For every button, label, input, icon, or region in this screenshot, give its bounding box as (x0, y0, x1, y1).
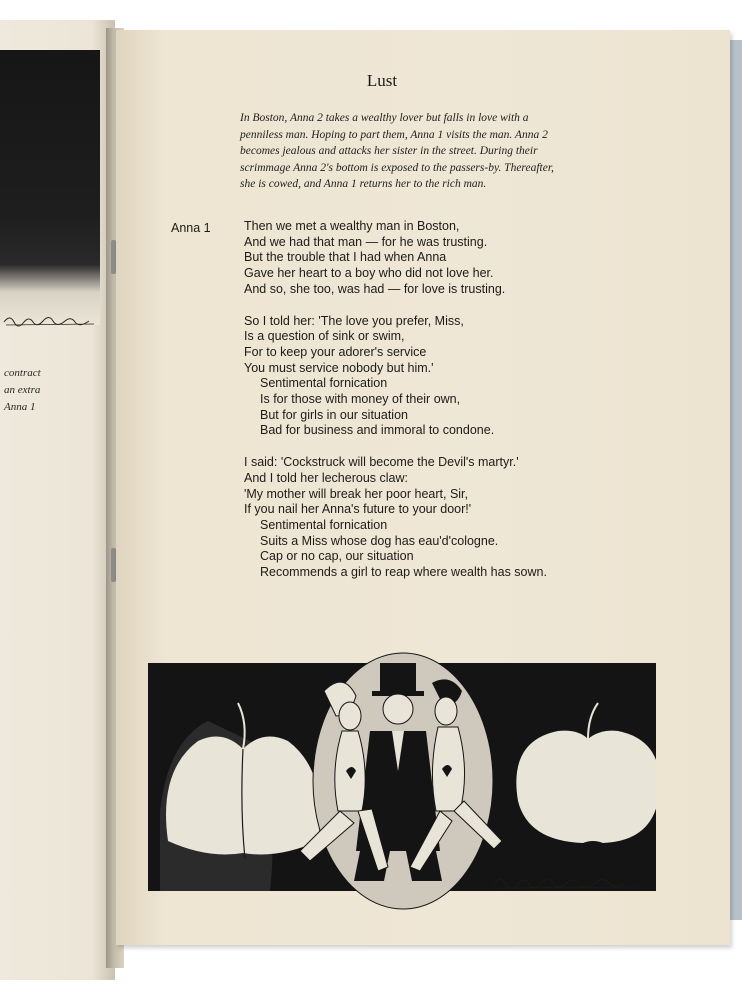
lyric-line: So I told her: 'The love you prefer, Miss, (244, 313, 464, 328)
left-page-text-fragments (4, 365, 114, 416)
lyric-line: 'My mother will break her poor heart, Sir, (244, 486, 468, 501)
synopsis-line: scrimmage Anna 2's bottom is exposed to the passers-by. Thereafter, (240, 161, 554, 174)
lyric-line: Recommends a girl to reap where wealth has sown. (260, 565, 547, 580)
lyric-line: Bad for business and immoral to condone. (260, 423, 495, 438)
stanza (244, 219, 604, 298)
lyric-line: Then we met a wealthy man in Boston, (244, 219, 460, 233)
left-fragment: contract (4, 367, 41, 379)
lyric-line: Is a question of sink or swim, (244, 329, 405, 344)
left-illustration (0, 50, 100, 325)
lyric-line: I said: 'Cockstruck will become the Devil's martyr.' (244, 455, 519, 470)
synopsis-line: she is cowed, and Anna 1 returns her to the rich man. (240, 178, 487, 191)
synopsis-line: In Boston, Anna 2 takes a wealthy lover but falls in love with a (240, 112, 529, 124)
lyric-line: And so, she too, was had — for love is trusting. (244, 281, 506, 296)
illustration (148, 651, 656, 911)
lyric-line: Gave her heart to a boy who did not love her. (244, 266, 494, 281)
lyrics (244, 219, 604, 597)
lyric-line: But for girls in our situation (260, 407, 408, 422)
lyric-line: For to keep your adorer's service (244, 344, 427, 359)
lyric-line: Sentimental fornication (260, 517, 388, 532)
lyric-line: And we had that man — for he was trusting. (244, 234, 488, 249)
lyric-line: Cap or no cap, our situation (260, 549, 414, 564)
left-fragment: Anna 1 (4, 401, 36, 413)
lyric-line: Is for those with money of their own, (260, 392, 461, 407)
stanza (244, 314, 604, 440)
speaker-label: Anna 1 (171, 221, 211, 235)
scene-synopsis (240, 110, 596, 193)
illustrator-signature (492, 874, 642, 892)
left-page (0, 20, 115, 980)
stanza (244, 455, 604, 581)
page-title: Lust (366, 71, 398, 90)
lyric-line: And I told her lecherous claw: (244, 470, 408, 485)
synopsis-line: penniless man. Hoping to part them, Anna 1 visits the man. Anna 2 (240, 128, 548, 141)
lyric-line: Suits a Miss whose dog has eau'd'cologne. (260, 533, 499, 548)
synopsis-line: becomes jealous and attacks her sister in the street. During their (240, 145, 538, 158)
lyric-line: You must service nobody but him.' (244, 360, 434, 375)
left-illustrator-signature (2, 312, 98, 328)
lyric-line: But the trouble that I had when Anna (244, 250, 447, 265)
lyric-line: If you nail her Anna's future to your door!' (244, 502, 472, 517)
lyric-line: Sentimental fornication (260, 376, 388, 391)
left-fragment: an extra (4, 384, 41, 396)
